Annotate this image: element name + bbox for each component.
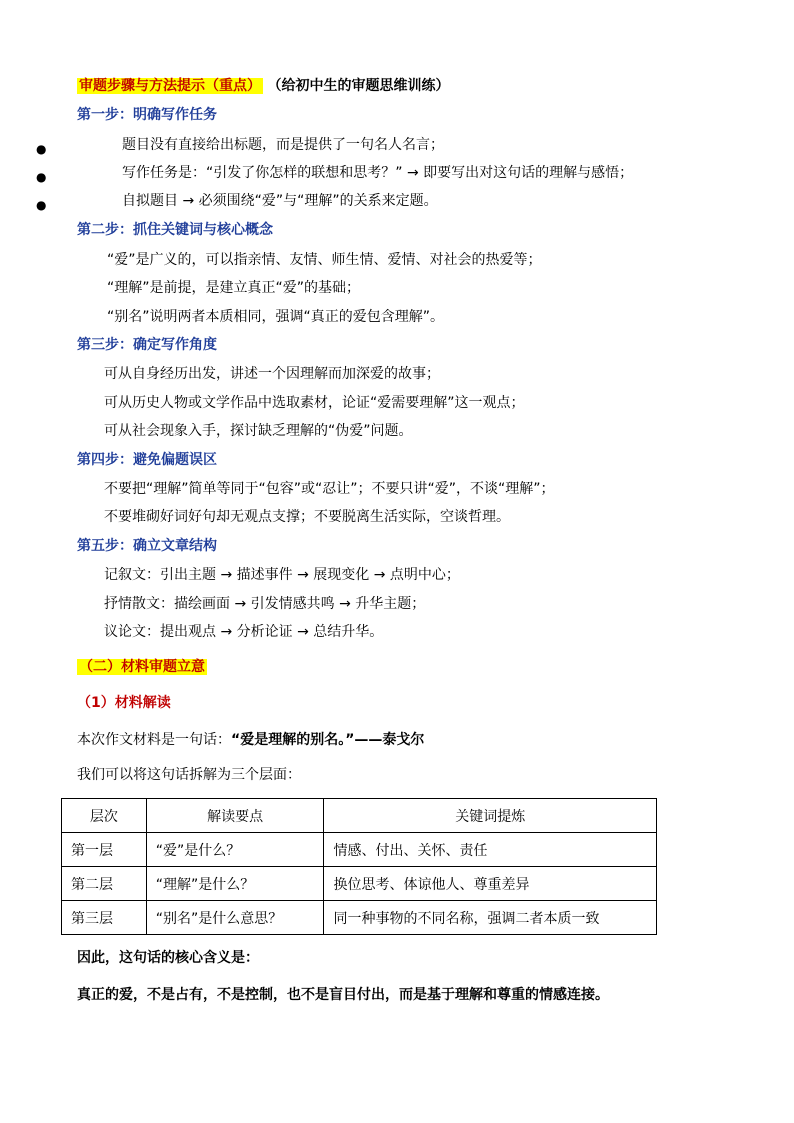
step-3-item: 可从自身经历出发，讲述一个因理解而加深爱的故事； (104, 366, 440, 382)
conclusion-text: 真正的爱，不是占有，不是控制，也不是盲目付出，而是基于理解和尊重的情感连接。 (77, 987, 609, 1003)
section-2-heading-highlight: （二）材料审题立意 (79, 659, 205, 675)
step-1-item: 自拟题目 → 必须围绕“爱”与“理解”的关系来定题。 (122, 193, 438, 209)
table-row (62, 867, 657, 901)
section-2-heading (77, 657, 207, 677)
material-subheading: （1）材料解读 (77, 695, 171, 711)
table-cell: 换位思考、体谅他人、尊重差异 (324, 867, 657, 901)
step-5-item: 议论文：提出观点 → 分析论证 → 总结升华。 (104, 624, 384, 640)
step-4-item: 不要把“理解”简单等同于“包容”或“忍让”；不要只讲“爱”，不谈“理解”； (104, 481, 555, 497)
bullet-icon: ● (36, 170, 47, 184)
table-cell: “别名”是什么意思？ (146, 901, 324, 935)
table-cell: “爱”是什么？ (146, 833, 324, 867)
section-heading (77, 76, 449, 96)
table-header-row (62, 799, 657, 833)
table-cell: 第三层 (62, 901, 147, 935)
material-intro (77, 730, 424, 750)
table-cell: 同一种事物的不同名称，强调二者本质一致 (324, 901, 657, 935)
table-header-cell: 层次 (62, 799, 147, 833)
step-1-title: 第一步：明确写作任务 (77, 107, 217, 123)
step-2-item: “爱”是广义的，可以指亲情、友情、师生情、爱情、对社会的热爱等； (107, 252, 542, 268)
material-quote: “爱是理解的别名。”——泰戈尔 (231, 732, 425, 748)
table-cell: 情感、付出、关怀、责任 (324, 833, 657, 867)
table-cell: 第二层 (62, 867, 147, 901)
step-2-item: “别名”说明两者本质相同，强调“真正的爱包含理解”。 (107, 309, 445, 325)
table-cell: “理解”是什么？ (146, 867, 324, 901)
table-header-cell: 关键词提炼 (324, 799, 657, 833)
section-heading-note: （给初中生的审题思维训练） (267, 78, 450, 94)
table-header-cell: 解读要点 (146, 799, 324, 833)
step-3-title: 第三步：确定写作角度 (77, 337, 217, 353)
step-2-item: “理解”是前提，是建立真正“爱”的基础； (107, 280, 361, 296)
bullet-icon: ● (36, 142, 47, 156)
step-5-item: 抒情散文：描绘画面 → 引发情感共鸣 → 升华主题； (104, 596, 426, 612)
step-5-item: 记叙文：引出主题 → 描述事件 → 展现变化 → 点明中心； (104, 567, 460, 583)
conclusion-label: 因此，这句话的核心含义是： (77, 950, 259, 966)
step-3-item: 可从历史人物或文学作品中选取素材，论证“爱需要理解”这一观点； (104, 395, 525, 411)
bullet-icon: ● (36, 198, 47, 212)
split-text: 我们可以将这句话拆解为三个层面： (77, 767, 301, 783)
section-heading-highlight: 审题步骤与方法提示（重点） (79, 78, 261, 94)
table-cell: 第一层 (62, 833, 147, 867)
step-3-item: 可从社会现象入手，探讨缺乏理解的“伪爱”问题。 (104, 423, 413, 439)
table-row (62, 833, 657, 867)
step-1-item: 题目没有直接给出标题，而是提供了一句名人名言； (122, 137, 444, 153)
table-row (62, 901, 657, 935)
interpretation-table (61, 798, 657, 935)
step-4-title: 第四步：避免偏题误区 (77, 452, 217, 468)
step-4-item: 不要堆砌好词好句却无观点支撑；不要脱离生活实际，空谈哲理。 (104, 509, 510, 525)
step-1-item: 写作任务是：“引发了你怎样的联想和思考？” → 即要写出对这句话的理解与感悟； (122, 165, 634, 181)
step-5-title: 第五步：确立文章结构 (77, 538, 217, 554)
material-intro-prefix: 本次作文材料是一句话： (77, 732, 231, 748)
step-2-title: 第二步：抓住关键词与核心概念 (77, 222, 273, 238)
